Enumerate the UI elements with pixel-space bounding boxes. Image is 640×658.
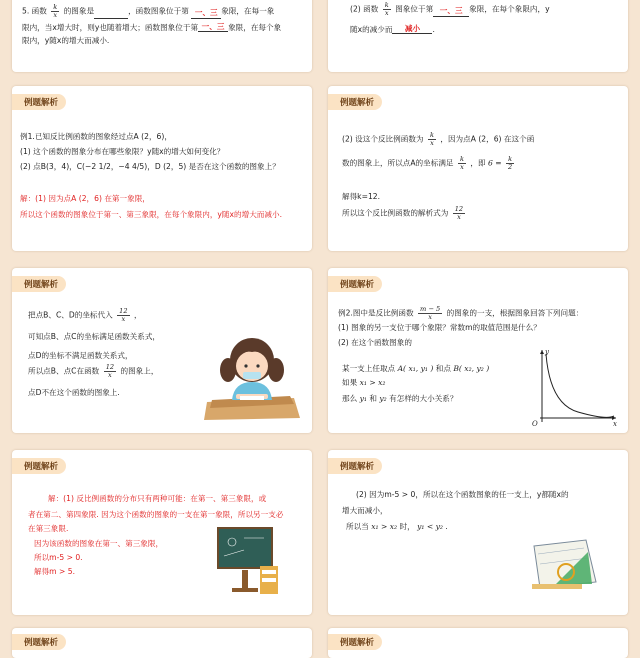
- slide-9[interactable]: [12, 628, 312, 658]
- origin-label: O: [532, 420, 538, 426]
- blackboard-illustration: [214, 526, 284, 596]
- slide-4[interactable]: [328, 86, 628, 251]
- s4-line4: 所以这个反比例函数的解析式为 $\frac{12}{x}$: [342, 205, 464, 221]
- s4-line3: 解得k=12.: [342, 192, 381, 201]
- s5-line1: 把点B、C、D的坐标代入 $\frac{12}{x}$ ，: [28, 307, 142, 323]
- fraction: $\frac{12}{x}$: [119, 307, 128, 323]
- s7-line6: 解得m > 5.: [34, 567, 76, 576]
- s2-line1: (2) 函数 $\frac{k}{x}$ 图象位于第 一、三 象限，在每个象限内，y: [350, 1, 550, 17]
- s7-line4: 因为该函数的图象在第一、第三象限，: [34, 539, 164, 548]
- s3-line1: 例1.已知反比例函数的图象经过点A (2，6)，: [20, 132, 172, 141]
- section-tag: 例题解析: [328, 94, 382, 110]
- s7-line3: 在第三象限.: [28, 524, 69, 533]
- fraction: $\frac{12}{x}$: [454, 205, 464, 221]
- s3-solution2: 所以这个函数的图象位于第一、第三象限，在每个象限内，y随x的增大而减小.: [20, 210, 282, 219]
- s5-line3: 点D的坐标不满足函数关系式，: [28, 351, 133, 360]
- section-tag: 例题解析: [12, 276, 66, 292]
- s7-line5: 所以m-5 > 0.: [34, 553, 83, 562]
- s6-line1: 例2.图中是反比例函数 $\frac{m - 5}{x}$ 的图象的一支，根据图象回答下列问题：: [338, 305, 584, 321]
- slide-5[interactable]: [12, 268, 312, 433]
- slide-1[interactable]: [12, 0, 312, 72]
- fraction: $\frac{k}{x}$: [53, 3, 58, 19]
- fraction: $\frac{k}{x}$: [384, 1, 389, 17]
- s1-line2: 限内，当x增大时，则y也随着增大；函数图象位于第 一、三 象限，在每个象: [22, 22, 282, 32]
- s6-line6: 那么 y₁ 和 y₂ 有怎样的大小关系？: [342, 394, 458, 403]
- s3-line2: (1) 这个函数的图象分布在哪些象限？y随x的增大如何变化？: [20, 147, 225, 156]
- axis-x-label: x: [613, 420, 617, 426]
- slide-7[interactable]: [12, 450, 312, 615]
- slide-10[interactable]: [328, 628, 628, 658]
- s4-line1: (2) 设这个反比例函数为 $\frac{k}{x}$ ，因为点A (2，6) 在这个函: [342, 131, 535, 147]
- s6-line3: (2) 在这个函数图象的: [338, 338, 412, 347]
- slide-8[interactable]: [328, 450, 628, 615]
- fraction: $\frac{12}{x}$: [105, 363, 115, 379]
- s1-line3: 限内，y随x的增大而减小.: [22, 36, 110, 45]
- section-tag: 例题解析: [12, 458, 66, 474]
- s3-line3: (2) 点B(3，4)，C(−2 1/2，−4 4/5)，D (2，5) 是否在这个函数的图象上？: [20, 162, 280, 171]
- hyperbola-graph: [528, 346, 620, 426]
- fraction: $\frac{k}{x}$: [429, 131, 434, 147]
- s1-line1: 5. 函数 $\frac{k}{x}$ 的图象是 ，函数图象位于第 一、三 象限，在每一象: [22, 3, 275, 19]
- section-tag: 例题解析: [12, 634, 66, 650]
- s6-line5: 如果 x₁ > x₂: [342, 378, 386, 387]
- section-tag: 例题解析: [328, 458, 382, 474]
- s7-line1: 解：(1) 反比例函数的分布只有两种可能：在第一、第三象限，或: [48, 494, 267, 503]
- s6-line4: 某一支上任取点 A( x₁, y₁ ) 和点 B( x₂, y₂ ): [342, 364, 490, 373]
- section-tag: 例题解析: [12, 94, 66, 110]
- slide-2[interactable]: [328, 0, 628, 72]
- s5-line4: 所以点B、点C在函数 $\frac{12}{x}$ 的图象上，: [28, 363, 159, 379]
- s8-line3: 所以当 x₁ > x₂ 时， y₁ < y₂ .: [346, 522, 448, 531]
- fraction: $\frac{k}{2}$: [508, 155, 513, 171]
- s8-line2: 增大而减小，: [342, 506, 388, 515]
- slide-3[interactable]: [12, 86, 312, 251]
- student-writing-illustration: [202, 330, 302, 420]
- s3-solution1: 解：(1) 因为点A (2，6) 在第一象限，: [20, 194, 150, 203]
- s6-line2: (1) 图象的另一支位于哪个象限？常数m的取值范围是什么？: [338, 323, 541, 332]
- axis-y-label: y: [545, 348, 549, 356]
- slide-6[interactable]: [328, 268, 628, 433]
- fraction: $\frac{k}{x}$: [459, 155, 464, 171]
- s4-line2: 数的图象上，所以点A的坐标满足 $\frac{k}{x}$ ，即 6 = $\frac{k}{2}$: [342, 155, 513, 171]
- s7-line2: 者在第二、第四象限. 因为这个函数的图象的一支在第一象限，所以另一支必: [28, 510, 284, 519]
- s5-line2: 可知点B、点C的坐标满足函数关系式，: [28, 332, 161, 341]
- section-tag: 例题解析: [328, 634, 382, 650]
- math-tools-illustration: [526, 534, 606, 594]
- section-tag: 例题解析: [328, 276, 382, 292]
- s8-line1: (2) 因为m-5 > 0，所以在这个函数图象的任一支上，y都随x的: [356, 490, 569, 499]
- s5-line5: 点D不在这个函数的图象上.: [28, 388, 120, 397]
- s2-line2: 随x的减少而 减小 .: [350, 24, 435, 34]
- fraction: $\frac{m - 5}{x}$: [420, 305, 441, 321]
